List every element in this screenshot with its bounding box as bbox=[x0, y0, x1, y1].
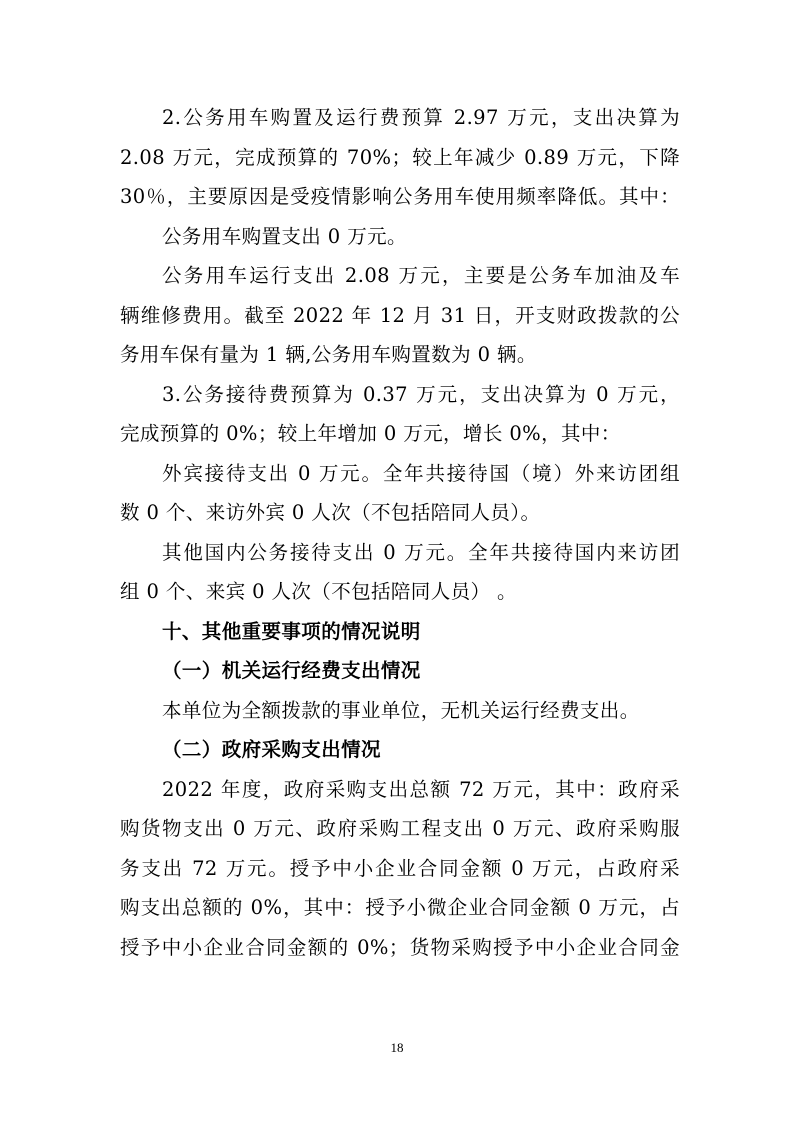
paragraph-line: 公务用车购置支出 0 万元。 bbox=[162, 224, 407, 248]
section-heading: （二）政府采购支出情况 bbox=[162, 738, 381, 761]
paragraph-line: 务支出 72 万元。授予中小企业合同金额 0 万元，占政府采 bbox=[120, 856, 680, 880]
paragraph-line: 2.08 万元，完成预算的 70%；较上年减少 0.89 万元，下降 bbox=[120, 145, 680, 169]
paragraph-line: 2022 年度，政府采购支出总额 72 万元，其中：政府采 bbox=[162, 777, 680, 801]
paragraph-line: 组 0 个、来宾 0 人次（不包括陪同人员） 。 bbox=[120, 580, 517, 603]
document-body bbox=[120, 98, 680, 967]
paragraph-line: 务用车保有量为 1 辆,公务用车购置数为 0 辆。 bbox=[120, 343, 537, 366]
paragraph-line: 30％，主要原因是受疫情影响公务用车使用频率降低。其中： bbox=[120, 185, 680, 208]
paragraph-line: 2.公务用车购置及运行费预算 2.97 万元，支出决算为 bbox=[162, 106, 680, 129]
page-number: 18 bbox=[390, 1040, 404, 1055]
paragraph-line: 公务用车运行支出 2.08 万元，主要是公务车加油及车 bbox=[162, 264, 680, 287]
paragraph-line: 3.公务接待费预算为 0.37 万元，支出决算为 0 万元， bbox=[162, 382, 680, 406]
paragraph-line: 购支出总额的 0%，其中：授予小微企业合同金额 0 万元，占 bbox=[120, 896, 680, 919]
paragraph-line: 本单位为全额拨款的事业单位，无机关运行经费支出。 bbox=[162, 698, 640, 722]
paragraph-line: 数 0 个、来访外宾 0 人次（不包括陪同人员）。 bbox=[120, 501, 541, 524]
section-heading: （一）机关运行经费支出情况 bbox=[162, 659, 421, 682]
paragraph-line: 外宾接待支出 0 万元。全年共接待国（境）外来访团组 bbox=[162, 461, 680, 485]
paragraph-line: 购货物支出 0 万元、政府采购工程支出 0 万元、政府采购服 bbox=[120, 817, 680, 840]
paragraph-line: 辆维修费用。截至 2022 年 12 月 31 日，开支财政拨款的公 bbox=[120, 303, 680, 327]
paragraph-line: 完成预算的 0%；较上年增加 0 万元，增长 0%，其中： bbox=[120, 422, 621, 445]
paragraph-line: 授予中小企业合同金额的 0%；货物采购授予中小企业合同金 bbox=[120, 935, 680, 959]
paragraph-line: 其他国内公务接待支出 0 万元。全年共接待国内来访团 bbox=[162, 540, 680, 564]
section-heading: 十、其他重要事项的情况说明 bbox=[162, 619, 421, 643]
